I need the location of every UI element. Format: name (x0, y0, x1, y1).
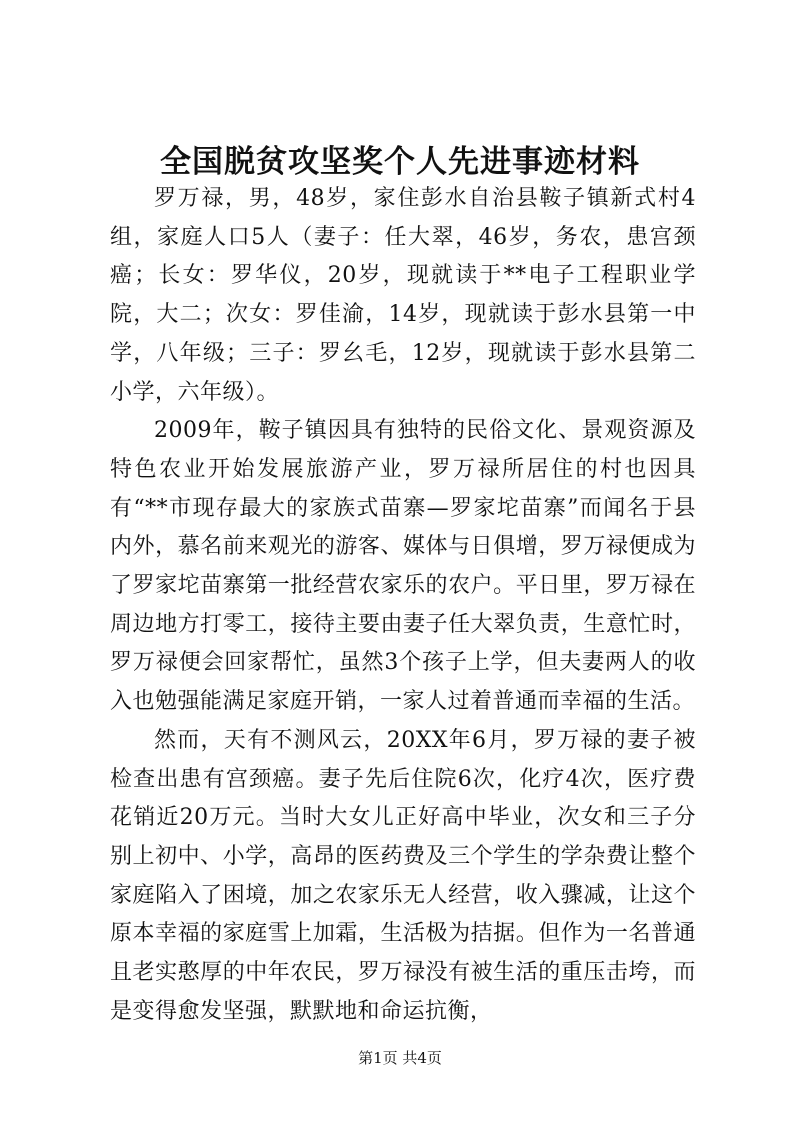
page-footer (0, 1048, 800, 1068)
document-title: 全国脱贫攻坚奖个人先进事迹材料 (160, 144, 640, 180)
paragraph-3: 然而，天有不测风云，20XX年6月，罗万禄的妻子被检查出患有宫颈癌。妻子先后住院6次，化疗4次，医疗费花销近20万元。当时大女儿正好高中毕业，次女和三子分别上初中、小学，高昂的医药费及三个学生的学杂费让整个家庭陷入了困境，加之农家乐无人经营，收入骤减，让这个原本幸福的家庭雪上加霜，生活极为拮据。但作为一名普通且老实憨厚的中年农民，罗万禄没有被生活的重压击垮，而是变得愈发坚强，默默地和命运抗衡， (110, 727, 696, 1024)
document-body (110, 180, 696, 1031)
paragraph-1: 罗万禄，男，48岁，家住彭水自治县鞍子镇新式村4组，家庭人口5人（妻子：任大翠，46岁，务农，患宫颈癌；长女：罗华仪，20岁，现就读于**电子工程职业学院，大二；次女：罗佳渝，14岁，现就读于彭水县第一中学，八年级；三子：罗幺毛，12岁，现就读于彭水县第二小学，六年级）。 (110, 186, 696, 405)
page-number-label: 第1页 共4页 (358, 1049, 442, 1067)
paragraph-2: 2009年，鞍子镇因具有独特的民俗文化、景观资源及特色农业开始发展旅游产业，罗万禄所居住的村也因具有“**市现存最大的家族式苗寨—罗家坨苗寨”而闻名于县内外，慕名前来观光的游客、媒体与日俱增，罗万禄便成为了罗家坨苗寨第一批经营农家乐的农户。平日里，罗万禄在周边地方打零工，接待主要由妻子任大翠负责，生意忙时，罗万禄便会回家帮忙，虽然3个孩子上学，但夫妻两人的收入也勉强能满足家庭开销，一家人过着普通而幸福的生活。 (110, 418, 696, 715)
